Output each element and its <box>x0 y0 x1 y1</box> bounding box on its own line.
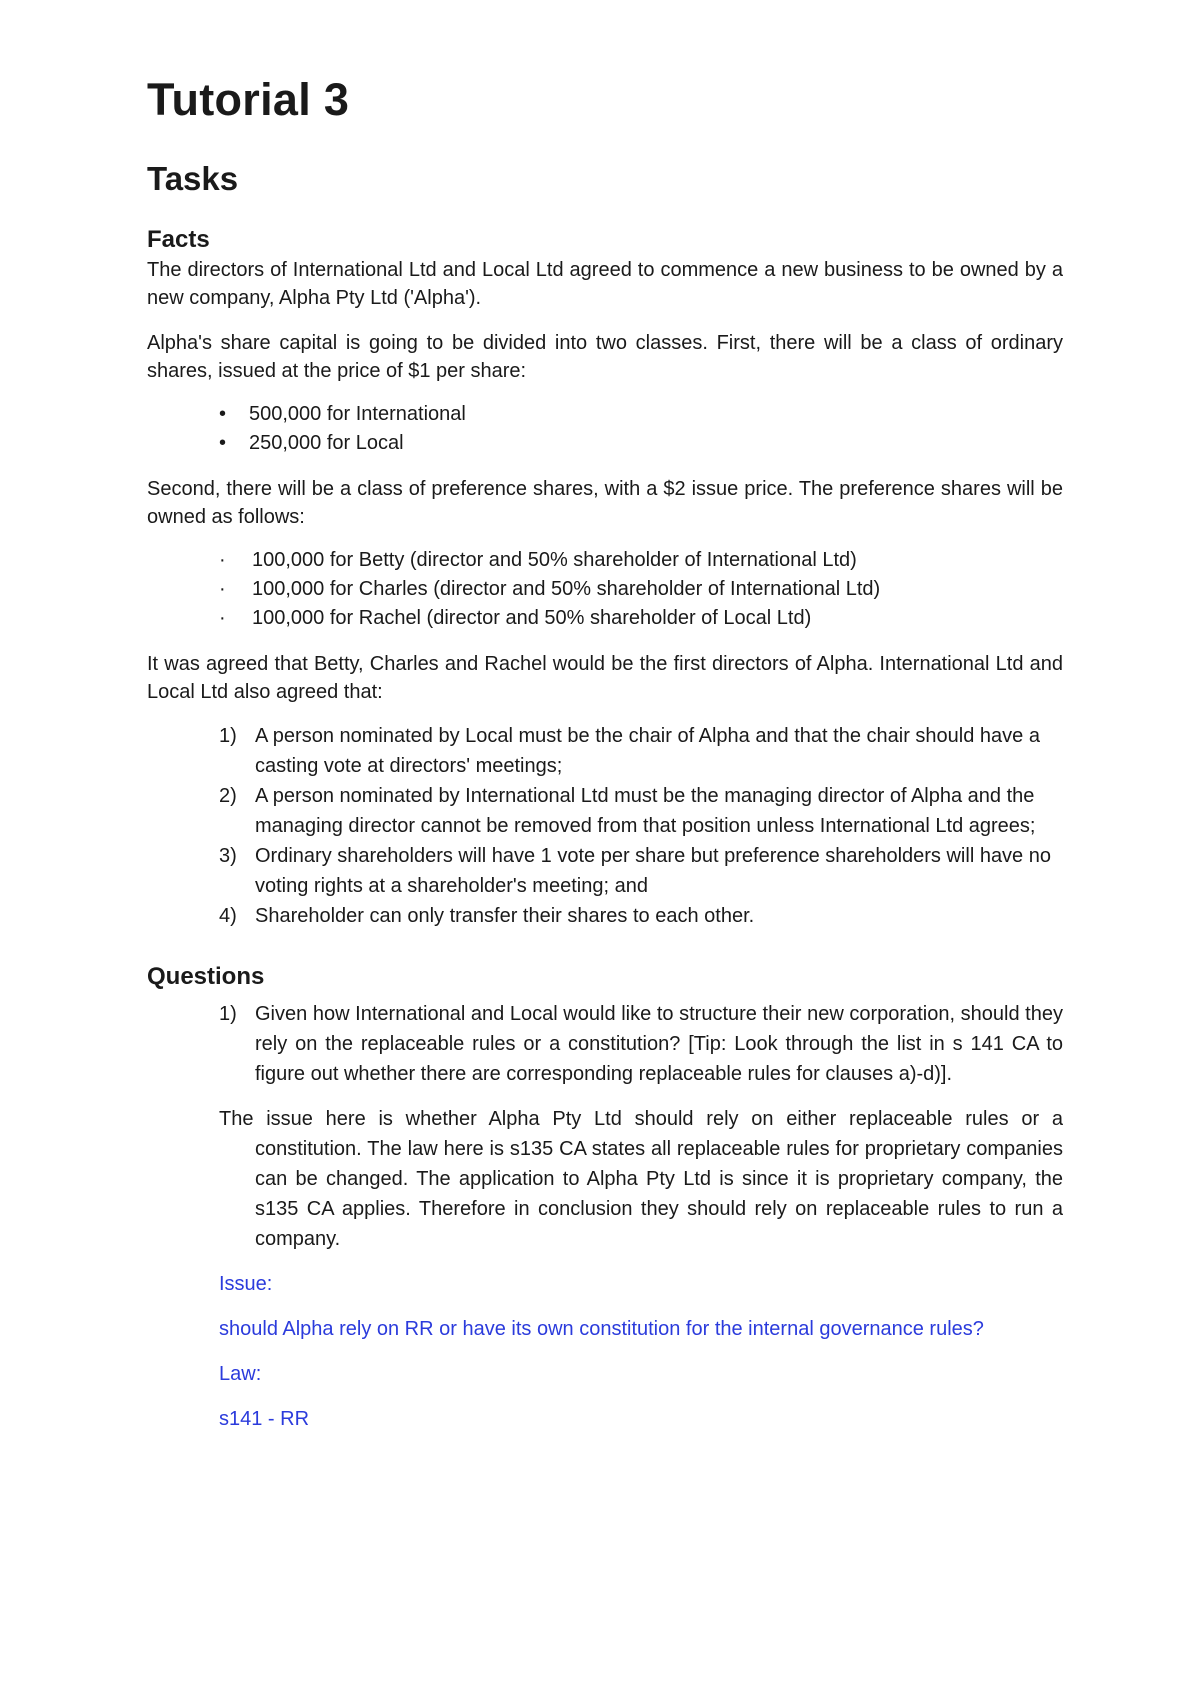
list-number: 2) <box>219 785 237 807</box>
question-text: Given how International and Local would like to structure their new corporation, should they rely on the replaceable rules or a constitution? [Tip: Look through the list in s 141 CA to figure out whether there are corresponding replaceable rules for clauses a)-d)]. <box>255 1003 1063 1085</box>
list-number: 1) <box>219 725 237 747</box>
bullet-icon: • <box>219 403 227 425</box>
facts-paragraph-3: Second, there will be a class of preference shares, with a $2 issue price. The preference shares will be owned as follows: <box>147 478 1063 528</box>
facts-paragraph-1: The directors of International Ltd and Local Ltd agreed to commence a new business to be owned by a new company, Alpha Pty Ltd ('Alpha'). <box>147 259 1063 309</box>
agreements-list <box>147 721 1063 931</box>
dot-bullet-icon: · <box>219 607 226 629</box>
facts-paragraph-4: It was agreed that Betty, Charles and Rachel would be the first directors of Alpha. International Ltd and Local Ltd also agreed that: <box>147 653 1063 703</box>
list-item <box>147 721 1063 781</box>
list-item <box>147 604 1063 633</box>
list-item-text: Ordinary shareholders will have 1 vote per share but preference shareholders will have no voting rights at a shareholder's meeting; and <box>255 845 1051 897</box>
dot-bullet-icon: · <box>219 578 226 600</box>
list-item <box>147 841 1063 901</box>
answer-paragraph: The issue here is whether Alpha Pty Ltd should rely on either replaceable rules or a constitution. The law here is s135 CA states all replaceable rules for proprietary companies can be changed. The application to Alpha Pty Ltd is since it is proprietary company, the s135 CA applies. Therefore in conclusion they should rely on replaceable rules to run a company. <box>219 1108 1063 1250</box>
list-item-text: 500,000 for International <box>249 403 466 425</box>
question-item <box>147 999 1063 1089</box>
law-label: Law: <box>219 1363 262 1385</box>
list-number: 3) <box>219 845 237 867</box>
dot-bullet-icon: · <box>219 549 226 571</box>
question-number: 1) <box>219 1003 237 1025</box>
bullet-icon: • <box>219 432 227 454</box>
issue-label: Issue: <box>219 1273 273 1295</box>
list-item-text: 100,000 for Charles (director and 50% shareholder of International Ltd) <box>252 578 881 600</box>
law-text: s141 - RR <box>219 1408 310 1430</box>
questions-list <box>147 999 1063 1089</box>
list-item-text: 100,000 for Rachel (director and 50% shareholder of Local Ltd) <box>252 607 812 629</box>
facts-heading: Facts <box>147 226 210 253</box>
ordinary-shares-list <box>147 400 1063 458</box>
list-item <box>147 429 1063 458</box>
list-item-text: Shareholder can only transfer their shares to each other. <box>255 905 755 927</box>
facts-paragraph-2: Alpha's share capital is going to be divided into two classes. First, there will be a class of ordinary shares, issued at the price of $1 per share: <box>147 332 1063 382</box>
list-item <box>147 546 1063 575</box>
preference-shares-list <box>147 546 1063 633</box>
list-item-text: 250,000 for Local <box>249 432 404 454</box>
list-number: 4) <box>219 905 237 927</box>
list-item <box>147 400 1063 429</box>
tasks-heading: Tasks <box>147 160 239 197</box>
document-page <box>147 70 1063 1434</box>
issue-text: should Alpha rely on RR or have its own constitution for the internal governance rules? <box>219 1318 984 1340</box>
list-item <box>147 781 1063 841</box>
list-item-text: A person nominated by Local must be the chair of Alpha and that the chair should have a casting vote at directors' meetings; <box>255 725 1040 777</box>
list-item-text: 100,000 for Betty (director and 50% shareholder of International Ltd) <box>252 549 857 571</box>
list-item <box>147 901 1063 931</box>
list-item <box>147 575 1063 604</box>
page-title: Tutorial 3 <box>147 74 350 125</box>
list-item-text: A person nominated by International Ltd must be the managing director of Alpha and the managing director cannot be removed from that position unless International Ltd agrees; <box>255 785 1036 837</box>
questions-heading: Questions <box>147 963 265 990</box>
